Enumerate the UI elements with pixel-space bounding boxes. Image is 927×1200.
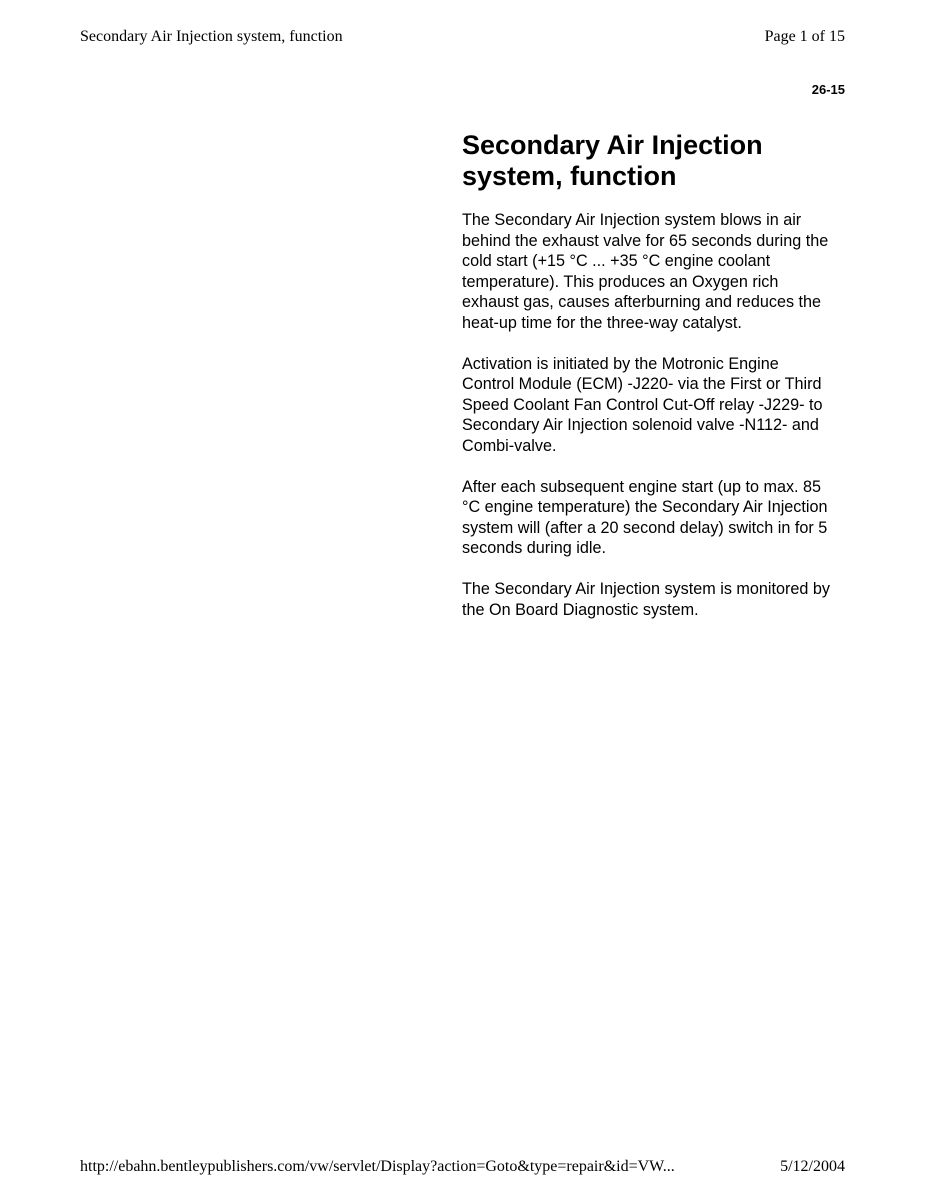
section-number: 26-15 (811, 82, 845, 97)
paragraph-cold-start: The Secondary Air Injection system blows in air behind the exhaust valve for 65 seconds during the cold start (+15 °C ... +35 °C engine coolant temperature). This produces an Oxygen rich exhaust gas, causes afterburning and reduces the heat-up time for the three-way catalyst. (462, 211, 829, 332)
paragraph-subsequent-start: After each subsequent engine start (up to max. 85 °C engine temperature) the Secondary Air Injection system will (after a 20 second delay) switch in for 5 seconds during idle. (462, 477, 828, 558)
print-header-title: Secondary Air Injection system, function (80, 28, 343, 45)
print-footer-url: http://ebahn.bentleypublishers.com/vw/servlet/Display?action=Goto&type=repair&id=VW... (80, 1158, 675, 1175)
document-body (462, 130, 834, 640)
paragraph-activation: Activation is initiated by the Motronic Engine Control Module (ECM) -J220- via the First or Third Speed Coolant Fan Control Cut-Off relay -J229- to Secondary Air Injection solenoid valve -N112- and Combi-valve. (462, 354, 823, 455)
paragraph-monitoring: The Secondary Air Injection system is monitored by the On Board Diagnostic system. (462, 579, 830, 619)
print-footer-date: 5/12/2004 (780, 1158, 845, 1175)
document-title: Secondary Air Injection system, function (462, 130, 763, 191)
print-header-page-number: Page 1 of 15 (764, 28, 845, 45)
